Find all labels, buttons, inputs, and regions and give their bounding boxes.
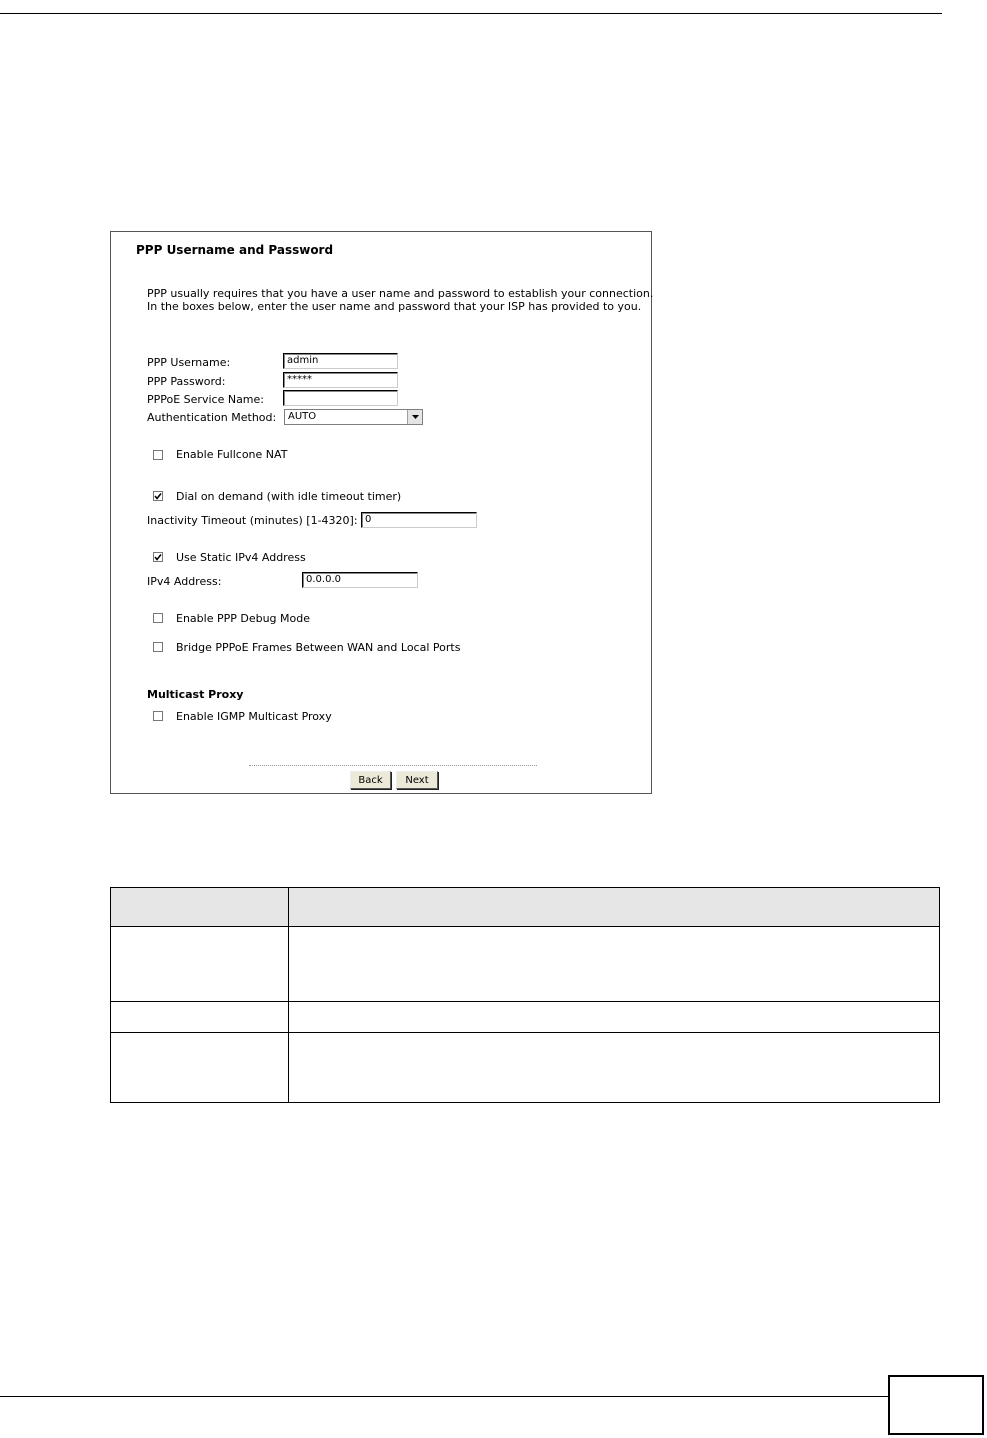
table-row: [111, 927, 940, 1002]
username-field[interactable]: admin: [283, 353, 398, 369]
table-row: [111, 1033, 940, 1103]
table-header-cell: [289, 888, 940, 927]
table-header-cell: [111, 888, 289, 927]
igmp-proxy-checkbox[interactable]: [153, 711, 163, 721]
table-cell: [111, 927, 289, 1002]
bridge-pppoe-checkbox[interactable]: [153, 642, 163, 652]
auth-method-label: Authentication Method:: [147, 411, 277, 424]
ppp-settings-panel: [110, 231, 652, 794]
inactivity-timeout-field[interactable]: 0: [361, 512, 477, 528]
button-separator: [249, 765, 537, 766]
multicast-proxy-heading: Multicast Proxy: [147, 688, 244, 701]
checkmark-icon: [154, 553, 162, 561]
table-row: [111, 1002, 940, 1033]
dial-on-demand-checkbox[interactable]: [153, 491, 163, 501]
footer-rule: [0, 1396, 888, 1397]
back-button[interactable]: Back: [350, 771, 391, 789]
static-ipv4-checkbox[interactable]: [153, 552, 163, 562]
service-name-label: PPPoE Service Name:: [147, 393, 264, 406]
table-cell: [111, 1033, 289, 1103]
ppp-debug-checkbox[interactable]: [153, 613, 163, 623]
password-field[interactable]: *****: [283, 372, 398, 388]
header-rule: [0, 13, 942, 14]
password-label: PPP Password:: [147, 375, 226, 388]
username-label: PPP Username:: [147, 356, 231, 369]
auth-method-select[interactable]: [284, 409, 423, 425]
panel-title: PPP Username and Password: [136, 243, 334, 257]
table-header-row: [111, 888, 940, 927]
ipv4-address-field[interactable]: 0.0.0.0: [302, 572, 418, 588]
igmp-proxy-label: Enable IGMP Multicast Proxy: [176, 710, 332, 723]
bridge-pppoe-label: Bridge PPPoE Frames Between WAN and Local Ports: [176, 641, 461, 654]
ppp-debug-label: Enable PPP Debug Mode: [176, 612, 311, 625]
table-cell: [111, 1002, 289, 1033]
next-button[interactable]: Next: [396, 771, 438, 789]
dial-on-demand-label: Dial on demand (with idle timeout timer): [176, 490, 402, 503]
ipv4-address-label: IPv4 Address:: [147, 575, 222, 588]
inactivity-timeout-label: Inactivity Timeout (minutes) [1-4320]:: [147, 514, 358, 527]
checkmark-icon: [154, 492, 162, 500]
panel-description-line2: In the boxes below, enter the user name and password that your ISP has provided to you.: [147, 300, 642, 313]
chevron-down-icon[interactable]: [407, 410, 422, 424]
panel-description-line1: PPP usually requires that you have a user name and password to establish your connection.: [147, 287, 654, 300]
service-name-field[interactable]: [283, 390, 398, 406]
table-cell: [289, 1033, 940, 1103]
fullcone-nat-checkbox[interactable]: [153, 450, 163, 460]
table-cell: [289, 927, 940, 1002]
static-ipv4-label: Use Static IPv4 Address: [176, 551, 306, 564]
field-description-table: [110, 887, 940, 1103]
fullcone-nat-label: Enable Fullcone NAT: [176, 448, 288, 461]
auth-method-value: AUTO: [288, 411, 317, 422]
page-number-box: [888, 1375, 984, 1435]
table-cell: [289, 1002, 940, 1033]
